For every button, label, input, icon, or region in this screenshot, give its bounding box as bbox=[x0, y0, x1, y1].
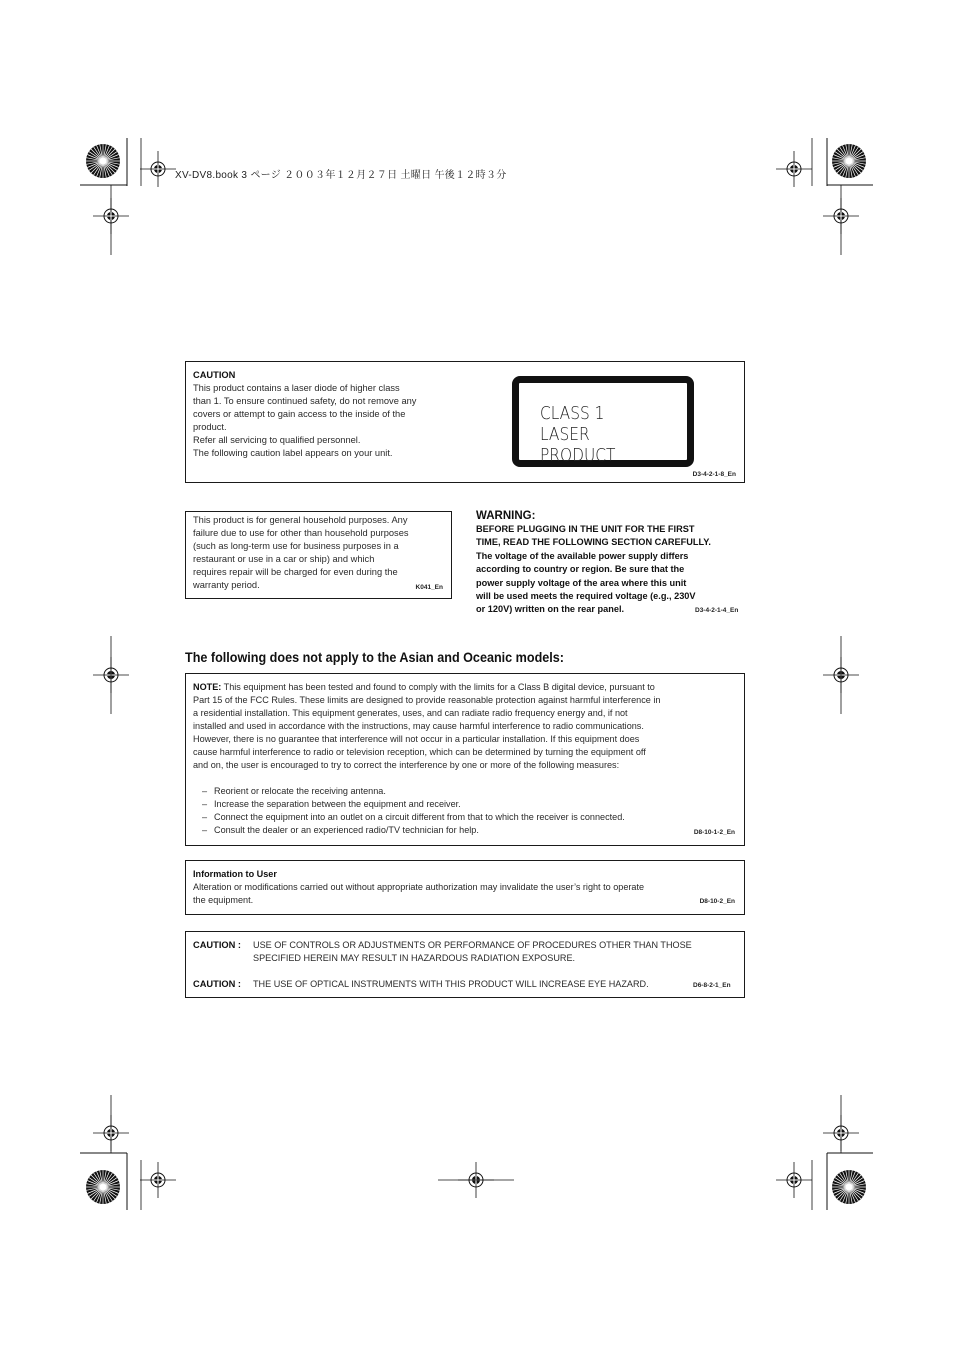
laser-caution-text bbox=[193, 369, 483, 460]
household-line: warranty period. bbox=[193, 580, 260, 590]
fcc-note-line: This equipment has been tested and found to comply with the limits for a Class B digital device, pursuant to bbox=[221, 682, 655, 692]
laser-caution-line: product. bbox=[193, 422, 227, 432]
fcc-note-line: However, there is no guarantee that interference will not occur in a particular installation. If this equipment does bbox=[193, 734, 640, 744]
fcc-note-line: cause harmful interference to radio or television reception, which can be determined by turning the equipment off bbox=[193, 747, 646, 757]
caution-label-2: CAUTION : bbox=[193, 979, 242, 989]
household-line: restaurant or use in a car or ship) and which bbox=[193, 554, 375, 564]
warning-line: TIME, READ THE FOLLOWING SECTION CAREFULLY. bbox=[476, 537, 711, 548]
caution-code: D6-8-2-1_En bbox=[693, 982, 731, 989]
caution-label-1: CAUTION : bbox=[193, 940, 242, 950]
list-item: – Consult the dealer or an experienced radio/TV technician for help. bbox=[193, 824, 743, 837]
class1-laser-label bbox=[512, 376, 694, 467]
fcc-note-box bbox=[185, 673, 745, 846]
household-use-text bbox=[193, 514, 451, 592]
household-line: This product is for general household purposes. Any bbox=[193, 515, 408, 525]
laser-caution-line: This product contains a laser diode of higher class bbox=[193, 383, 400, 393]
household-use-box bbox=[185, 511, 452, 599]
warning-line: BEFORE PLUGGING IN THE UNIT FOR THE FIRST bbox=[476, 524, 695, 534]
warning-title: WARNING: bbox=[476, 510, 536, 522]
warning-line: or 120V) written on the rear panel. bbox=[476, 604, 625, 615]
laser-caution-line: The following caution label appears on your unit. bbox=[193, 448, 393, 458]
household-line: requires repair will be charged for even during the bbox=[193, 567, 398, 577]
fcc-note-label: NOTE: bbox=[193, 682, 222, 692]
warning-line: power supply voltage of the area where this unit bbox=[476, 577, 687, 588]
fcc-note-line: a residential installation. This equipment generates, uses, and can radiate radio frequency energy and, if not bbox=[193, 708, 628, 718]
caution-line: SPECIFIED HEREIN MAY RESULT IN HAZARDOUS RADIATION EXPOSURE. bbox=[253, 953, 576, 963]
info-to-user-code: D8-10-2_En bbox=[699, 898, 735, 905]
info-to-user-box bbox=[185, 860, 745, 915]
household-line: (such as long-term use for business purposes in a bbox=[193, 541, 399, 551]
info-to-user-text bbox=[193, 868, 743, 907]
info-to-user-title: Information to User bbox=[193, 869, 277, 879]
warning-text bbox=[476, 523, 746, 617]
laser-label-line2: LASER PRODUCT bbox=[540, 425, 616, 466]
info-to-user-line: Alteration or modifications carried out without appropriate authorization may invalidate the user’s right to operate bbox=[193, 882, 645, 892]
fcc-measures-list bbox=[193, 785, 743, 837]
laser-caution-code: D3-4-2-1-8_En bbox=[692, 471, 736, 478]
fcc-note-text bbox=[193, 681, 743, 837]
warning-line: according to country or region. Be sure that the bbox=[476, 564, 685, 575]
info-to-user-line: the equipment. bbox=[193, 895, 254, 905]
warning-block bbox=[476, 509, 746, 617]
list-item: – Reorient or relocate the receiving antenna. bbox=[193, 785, 743, 798]
warning-code: D3-4-2-1-4_En bbox=[695, 607, 739, 614]
list-item: – Connect the equipment into an outlet on a circuit different from that to which the receiver is connected. bbox=[193, 811, 743, 824]
household-code: K041_En bbox=[415, 584, 443, 591]
warning-line: will be used meets the required voltage (e.g., 230V bbox=[476, 591, 696, 602]
caution-text-2: THE USE OF OPTICAL INSTRUMENTS WITH THIS PRODUCT WILL INCREASE EYE HAZARD. bbox=[253, 979, 649, 989]
warning-line: The voltage of the available power supply differs bbox=[476, 550, 689, 561]
section-heading: The following does not apply to the Asian and Oceanic models: bbox=[185, 649, 564, 665]
laser-label-line1: CLASS 1 bbox=[540, 404, 605, 424]
fcc-note-line: Part 15 of the FCC Rules. These limits are designed to provide reasonable protection against harmful interference in bbox=[193, 695, 661, 705]
optical-caution-box bbox=[185, 931, 745, 998]
household-line: failure due to use for other than household purposes bbox=[193, 528, 409, 538]
laser-caution-line: than 1. To ensure continued safety, do not remove any bbox=[193, 396, 417, 406]
laser-caution-title: CAUTION bbox=[193, 370, 236, 380]
page-header-text: XV-DV8.book 3 ページ ２００３年１２月２７日 土曜日 午後１２時３分 bbox=[175, 170, 507, 181]
list-item: – Increase the separation between the equipment and receiver. bbox=[193, 798, 743, 811]
fcc-code: D8-10-1-2_En bbox=[693, 829, 735, 836]
laser-caution-line: Refer all servicing to qualified personnel. bbox=[193, 435, 361, 445]
fcc-note-line: installed and used in accordance with the instructions, may cause harmful interference to radio communications. bbox=[193, 721, 644, 731]
caution-text-1 bbox=[253, 939, 692, 965]
fcc-note-line: and on, the user is encouraged to try to correct the interference by one or more of the following measures: bbox=[193, 760, 620, 770]
laser-caution-line: covers or attempt to gain access to the inside of the bbox=[193, 409, 406, 419]
caution-line: USE OF CONTROLS OR ADJUSTMENTS OR PERFORMANCE OF PROCEDURES OTHER THAN THOSE bbox=[253, 940, 692, 950]
